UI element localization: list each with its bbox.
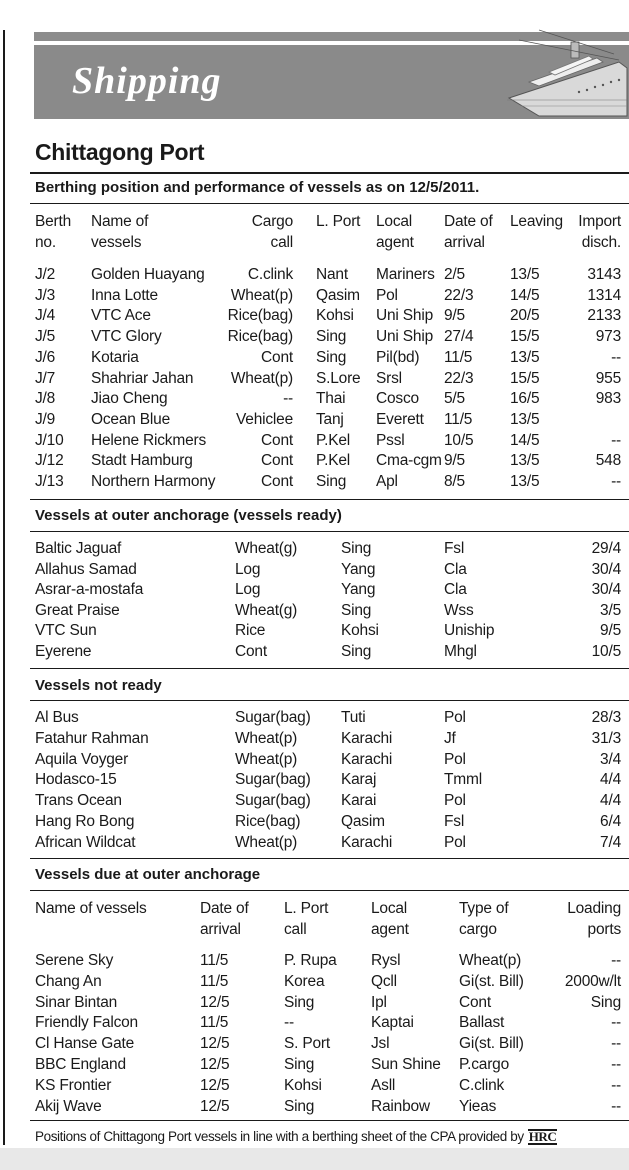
- berthing-row-cell: 5/5: [444, 390, 465, 408]
- berthing-row-cell: VTC Glory: [91, 328, 162, 346]
- page-bottom-margin: [0, 1148, 629, 1170]
- due-row-cell: Gi(st. Bill): [459, 1035, 524, 1053]
- berthing-row-cell: 9/5: [444, 452, 465, 470]
- outer-ready-section-title: Vessels at outer anchorage (vessels ready): [35, 507, 342, 524]
- rule-due-top: [30, 858, 629, 859]
- due-row-cell: BBC England: [35, 1056, 126, 1073]
- berthing-row-cell: Shahriar Jahan: [91, 369, 194, 387]
- not-ready-row-cell: Sugar(bag): [235, 709, 311, 726]
- due-header-cell: Date of arrival: [200, 900, 249, 938]
- due-row-cell: Yieas: [459, 1097, 497, 1115]
- due-row-cell: Rysl: [371, 952, 401, 969]
- berthing-header-cell: Berth no.: [35, 213, 72, 251]
- rule-not-ready-top: [30, 668, 629, 669]
- berthing-row-cell: 2133: [587, 307, 621, 325]
- rule-footer: [30, 1120, 629, 1121]
- not-ready-row-cell: Sugar(bag): [235, 771, 311, 789]
- berthing-row-cell: Rice(bag): [227, 328, 293, 346]
- outer-ready-row-cell: Sing: [341, 643, 372, 660]
- berthing-row-cell: Inna Lotte: [91, 286, 158, 304]
- outer-ready-row-cell: 30/4: [591, 560, 621, 578]
- outer-ready-row-cell: Eyerene: [35, 643, 92, 660]
- outer-ready-row-cell: Cont: [235, 643, 267, 660]
- berthing-row-cell: 983: [595, 390, 621, 408]
- berthing-row-cell: Apl: [376, 473, 398, 490]
- berthing-row-cell: 22/3: [444, 286, 474, 304]
- berthing-row-cell: 11/5: [444, 348, 473, 366]
- not-ready-row-cell: Fsl: [444, 813, 465, 830]
- due-row-cell: 2000w/lt: [564, 972, 621, 990]
- due-row-cell: Sing: [284, 1056, 315, 1073]
- not-ready-row-cell: Rice(bag): [235, 813, 301, 830]
- berthing-row-cell: 8/5: [444, 473, 465, 490]
- berthing-row-cell: J/7: [35, 369, 56, 387]
- outer-ready-row-cell: 3/5: [600, 601, 621, 619]
- outer-ready-row-cell: Allahus Samad: [35, 560, 137, 578]
- berthing-row-cell: J/3: [35, 286, 56, 304]
- berthing-row-cell: Sing: [316, 348, 347, 366]
- berthing-row-cell: Jiao Cheng: [91, 390, 168, 408]
- footer-note: [35, 1129, 557, 1145]
- due-row-cell: 12/5: [200, 1035, 230, 1053]
- berthing-row-cell: P.Kel: [316, 452, 351, 470]
- berthing-row-cell: Kohsi: [316, 307, 354, 325]
- berthing-row-cell: 9/5: [444, 307, 465, 325]
- berthing-row-cell: Ocean Blue: [91, 410, 170, 428]
- due-row-cell: 11/5: [200, 972, 229, 990]
- due-row-cell: 12/5: [200, 993, 230, 1011]
- due-row-cell: Sing: [284, 1097, 315, 1115]
- outer-ready-row-cell: Cla: [444, 560, 467, 578]
- outer-ready-row-cell: Kohsi: [341, 622, 379, 640]
- berthing-row-cell: J/8: [35, 390, 56, 408]
- berthing-row-cell: --: [611, 473, 621, 490]
- due-row-cell: Chang An: [35, 972, 102, 990]
- berthing-row-cell: 27/4: [444, 328, 474, 346]
- berthing-row-cell: Srsl: [376, 369, 402, 387]
- berthing-row-cell: Rice(bag): [227, 307, 293, 325]
- berthing-row-cell: Nant: [316, 266, 348, 283]
- berthing-row-cell: 1314: [587, 286, 621, 304]
- not-ready-row-cell: Karachi: [341, 729, 393, 747]
- berthing-row-cell: P.Kel: [316, 431, 351, 449]
- rule-ready-bottom: [30, 531, 629, 532]
- berthing-row-cell: Pol: [376, 286, 398, 304]
- outer-ready-row-cell: 9/5: [600, 622, 621, 640]
- berthing-row-cell: --: [611, 431, 621, 449]
- not-ready-row-cell: 4/4: [600, 792, 621, 810]
- due-row-cell: 11/5: [200, 952, 229, 969]
- outer-ready-row-cell: Baltic Jaguaf: [35, 540, 122, 557]
- berthing-row-cell: Everett: [376, 410, 424, 428]
- not-ready-row-cell: Pol: [444, 750, 466, 768]
- due-row-cell: Sun Shine: [371, 1056, 441, 1073]
- rule-berthing-top: [30, 172, 629, 174]
- not-ready-row-cell: Pol: [444, 709, 466, 726]
- berthing-row-cell: 13/5: [510, 410, 540, 428]
- outer-ready-row-cell: Cla: [444, 581, 467, 599]
- berthing-header-cell: Date of arrival: [444, 213, 493, 251]
- due-section-title: Vessels due at outer anchorage: [35, 866, 261, 883]
- due-row-cell: --: [611, 1035, 621, 1053]
- due-row-cell: Kohsi: [284, 1076, 322, 1094]
- berthing-row-cell: 14/5: [510, 286, 540, 304]
- ship-illustration-icon: [479, 20, 629, 130]
- outer-ready-row-cell: 30/4: [591, 581, 621, 599]
- berthing-row-cell: 14/5: [510, 431, 540, 449]
- due-header-cell: Type of cargo: [459, 900, 509, 938]
- outer-ready-row-cell: Wheat(g): [235, 540, 298, 557]
- not-ready-row-cell: 4/4: [600, 771, 621, 789]
- berthing-row-cell: Wheat(p): [230, 369, 293, 387]
- berthing-row-cell: Wheat(p): [230, 286, 293, 304]
- not-ready-row-cell: Al Bus: [35, 709, 79, 726]
- due-row-cell: Serene Sky: [35, 952, 114, 969]
- due-row-cell: --: [611, 1076, 621, 1094]
- berthing-row-cell: VTC Ace: [91, 307, 151, 325]
- due-row-cell: Asll: [371, 1076, 396, 1094]
- page-title: Chittagong Port: [35, 139, 205, 165]
- outer-ready-row-cell: VTC Sun: [35, 622, 97, 640]
- berthing-row-cell: J/4: [35, 307, 56, 325]
- rule-ready-top: [30, 499, 629, 500]
- berthing-header-cell: Leaving: [510, 213, 563, 230]
- outer-ready-row-cell: Wss: [444, 601, 474, 619]
- outer-ready-row-cell: Fsl: [444, 540, 465, 557]
- berthing-row-cell: Stadt Hamburg: [91, 452, 193, 470]
- due-row-cell: S. Port: [284, 1035, 330, 1053]
- due-row-cell: --: [611, 1056, 621, 1073]
- berthing-row-cell: --: [611, 348, 621, 366]
- not-ready-row-cell: Hodasco-15: [35, 771, 117, 789]
- outer-ready-row-cell: Great Praise: [35, 601, 120, 619]
- due-row-cell: Rainbow: [371, 1097, 430, 1115]
- due-row-cell: Cl Hanse Gate: [35, 1035, 135, 1053]
- due-row-cell: P.cargo: [459, 1056, 510, 1073]
- berthing-row-cell: 10/5: [444, 431, 474, 449]
- berthing-row-cell: Uni Ship: [376, 328, 433, 346]
- due-row-cell: Qcll: [371, 972, 397, 990]
- berthing-row-cell: J/9: [35, 410, 56, 428]
- due-header-cell: Name of vessels: [35, 900, 147, 917]
- not-ready-row-cell: Pol: [444, 792, 466, 810]
- due-row-cell: Cont: [459, 993, 491, 1011]
- due-row-cell: 12/5: [200, 1097, 230, 1115]
- outer-ready-row-cell: Wheat(g): [235, 601, 298, 619]
- due-row-cell: KS Frontier: [35, 1076, 112, 1094]
- berthing-row-cell: 13/5: [510, 473, 540, 490]
- not-ready-row-cell: Tuti: [341, 709, 366, 726]
- outer-ready-row-cell: Sing: [341, 540, 372, 557]
- hrc-logo: HRC: [528, 1129, 557, 1145]
- berthing-row-cell: 22/3: [444, 369, 474, 387]
- berthing-row-cell: Pssl: [376, 431, 405, 449]
- berthing-row-cell: Mariners: [376, 266, 435, 283]
- berthing-row-cell: Cont: [261, 431, 293, 449]
- due-header-cell: Loading ports: [567, 900, 621, 938]
- berthing-header-cell: Local agent: [376, 213, 414, 251]
- not-ready-row-cell: Fatahur Rahman: [35, 729, 149, 747]
- berthing-row-cell: 15/5: [510, 369, 540, 387]
- berthing-row-cell: 13/5: [510, 348, 540, 366]
- due-row-cell: Ballast: [459, 1014, 505, 1032]
- not-ready-row-cell: Wheat(p): [235, 750, 298, 768]
- due-row-cell: Korea: [284, 972, 325, 990]
- rule-not-ready-bottom: [30, 700, 629, 701]
- berthing-row-cell: Cosco: [376, 390, 419, 408]
- due-row-cell: 12/5: [200, 1056, 230, 1073]
- due-row-cell: --: [611, 952, 621, 969]
- not-ready-row-cell: 31/3: [591, 729, 621, 747]
- left-column-rule: [3, 30, 5, 1145]
- due-row-cell: Ipl: [371, 993, 387, 1011]
- berthing-row-cell: Cont: [261, 348, 293, 366]
- berthing-row-cell: 13/5: [510, 452, 540, 470]
- berthing-row-cell: Cont: [261, 452, 293, 470]
- berthing-row-cell: Pil(bd): [376, 348, 420, 366]
- berthing-row-cell: Helene Rickmers: [91, 431, 207, 449]
- berthing-row-cell: Sing: [316, 328, 347, 346]
- not-ready-row-cell: Karai: [341, 792, 377, 810]
- due-row-cell: P. Rupa: [284, 952, 337, 969]
- not-ready-row-cell: Karachi: [341, 833, 393, 851]
- berthing-row-cell: 3143: [587, 266, 621, 283]
- berthing-row-cell: J/2: [35, 266, 56, 283]
- berthing-row-cell: Golden Huayang: [91, 266, 205, 283]
- berthing-row-cell: J/6: [35, 348, 56, 366]
- outer-ready-row-cell: Yang: [341, 581, 376, 599]
- due-row-cell: Gi(st. Bill): [459, 972, 524, 990]
- due-row-cell: --: [611, 1097, 621, 1115]
- due-row-cell: Friendly Falcon: [35, 1014, 138, 1032]
- due-row-cell: Jsl: [371, 1035, 390, 1053]
- due-row-cell: Sing: [284, 993, 315, 1011]
- not-ready-row-cell: Tmml: [444, 771, 482, 789]
- berthing-row-cell: Kotaria: [91, 348, 139, 366]
- not-ready-row-cell: 6/4: [600, 813, 621, 830]
- berthing-row-cell: 548: [595, 452, 621, 470]
- berthing-row-cell: C.clink: [247, 266, 293, 283]
- not-ready-row-cell: Pol: [444, 833, 466, 851]
- rule-berthing-header: [30, 203, 629, 204]
- berthing-header-cell: Import disch.: [578, 213, 621, 251]
- berthing-row-cell: Cma-cgm: [376, 452, 442, 470]
- due-row-cell: Sinar Bintan: [35, 993, 118, 1011]
- outer-ready-row-cell: Sing: [341, 601, 372, 619]
- berthing-row-cell: 973: [595, 328, 621, 346]
- berthing-row-cell: 20/5: [510, 307, 540, 325]
- not-ready-row-cell: Wheat(p): [235, 729, 298, 747]
- berthing-row-cell: Northern Harmony: [91, 473, 216, 490]
- berthing-row-cell: --: [283, 390, 293, 408]
- due-row-cell: --: [611, 1014, 621, 1032]
- berthing-row-cell: Thai: [316, 390, 346, 408]
- berthing-row-cell: 16/5: [510, 390, 540, 408]
- due-header-cell: Local agent: [371, 900, 409, 938]
- berthing-row-cell: Vehiclee: [235, 410, 293, 428]
- not-ready-row-cell: Qasim: [341, 813, 385, 830]
- berthing-row-cell: 2/5: [444, 266, 465, 283]
- berthing-header-cell: L. Port: [316, 213, 361, 230]
- berthing-row-cell: Sing: [316, 473, 347, 490]
- berthing-section-title: Berthing position and performance of vessels as on 12/5/2011.: [35, 179, 480, 196]
- berthing-row-cell: Uni Ship: [376, 307, 433, 325]
- due-row-cell: Kaptai: [371, 1014, 414, 1032]
- due-row-cell: 12/5: [200, 1076, 230, 1094]
- berthing-row-cell: 15/5: [510, 328, 540, 346]
- rule-due-header: [30, 890, 629, 891]
- berthing-row-cell: J/13: [35, 473, 64, 490]
- berthing-header-cell: Name of vessels: [91, 213, 149, 251]
- not-ready-row-cell: Karachi: [341, 750, 393, 768]
- berthing-row-cell: 13/5: [510, 266, 540, 283]
- not-ready-row-cell: Karaj: [341, 771, 377, 789]
- not-ready-row-cell: Hang Ro Bong: [35, 813, 135, 830]
- outer-ready-row-cell: Yang: [341, 560, 376, 578]
- due-row-cell: Sing: [590, 993, 621, 1011]
- outer-ready-row-cell: Uniship: [444, 622, 495, 640]
- berthing-row-cell: J/12: [35, 452, 64, 470]
- footer-text: Positions of Chittagong Port vessels in line with a berthing sheet of the CPA provided by: [35, 1129, 524, 1144]
- outer-ready-row-cell: Log: [235, 560, 261, 578]
- outer-ready-row-cell: 10/5: [591, 643, 621, 660]
- not-ready-row-cell: Trans Ocean: [35, 792, 122, 810]
- not-ready-row-cell: Sugar(bag): [235, 792, 311, 810]
- not-ready-row-cell: 7/4: [600, 833, 621, 851]
- section-banner: [34, 32, 629, 119]
- not-ready-row-cell: Wheat(p): [235, 833, 298, 851]
- berthing-row-cell: 11/5: [444, 410, 473, 428]
- not-ready-row-cell: 28/3: [591, 709, 621, 726]
- not-ready-row-cell: Jf: [444, 729, 456, 747]
- due-row-cell: 11/5: [200, 1014, 229, 1032]
- outer-ready-row-cell: Log: [235, 581, 261, 599]
- berthing-row-cell: 955: [595, 369, 621, 387]
- not-ready-row-cell: Aquila Voyger: [35, 750, 129, 768]
- not-ready-row-cell: African Wildcat: [35, 833, 136, 851]
- berthing-row-cell: J/5: [35, 328, 56, 346]
- banner-title: Shipping: [72, 60, 222, 102]
- berthing-row-cell: Tanj: [316, 410, 344, 428]
- outer-ready-row-cell: Mhgl: [444, 643, 477, 660]
- berthing-row-cell: Qasim: [316, 286, 360, 304]
- outer-ready-row-cell: Rice: [235, 622, 266, 640]
- due-row-cell: C.clink: [459, 1076, 505, 1094]
- berthing-row-cell: Cont: [261, 473, 293, 490]
- due-row-cell: Wheat(p): [459, 952, 522, 969]
- due-header-cell: L. Port call: [284, 900, 329, 938]
- not-ready-row-cell: 3/4: [600, 750, 621, 768]
- not-ready-section-title: Vessels not ready: [35, 677, 162, 694]
- berthing-header-cell: Cargo call: [251, 213, 293, 251]
- outer-ready-row-cell: 29/4: [591, 540, 621, 557]
- due-row-cell: Akij Wave: [35, 1097, 102, 1115]
- outer-ready-row-cell: Asrar-a-mostafa: [35, 581, 144, 599]
- berthing-row-cell: S.Lore: [316, 369, 361, 387]
- berthing-row-cell: J/10: [35, 431, 64, 449]
- due-row-cell: --: [284, 1014, 294, 1032]
